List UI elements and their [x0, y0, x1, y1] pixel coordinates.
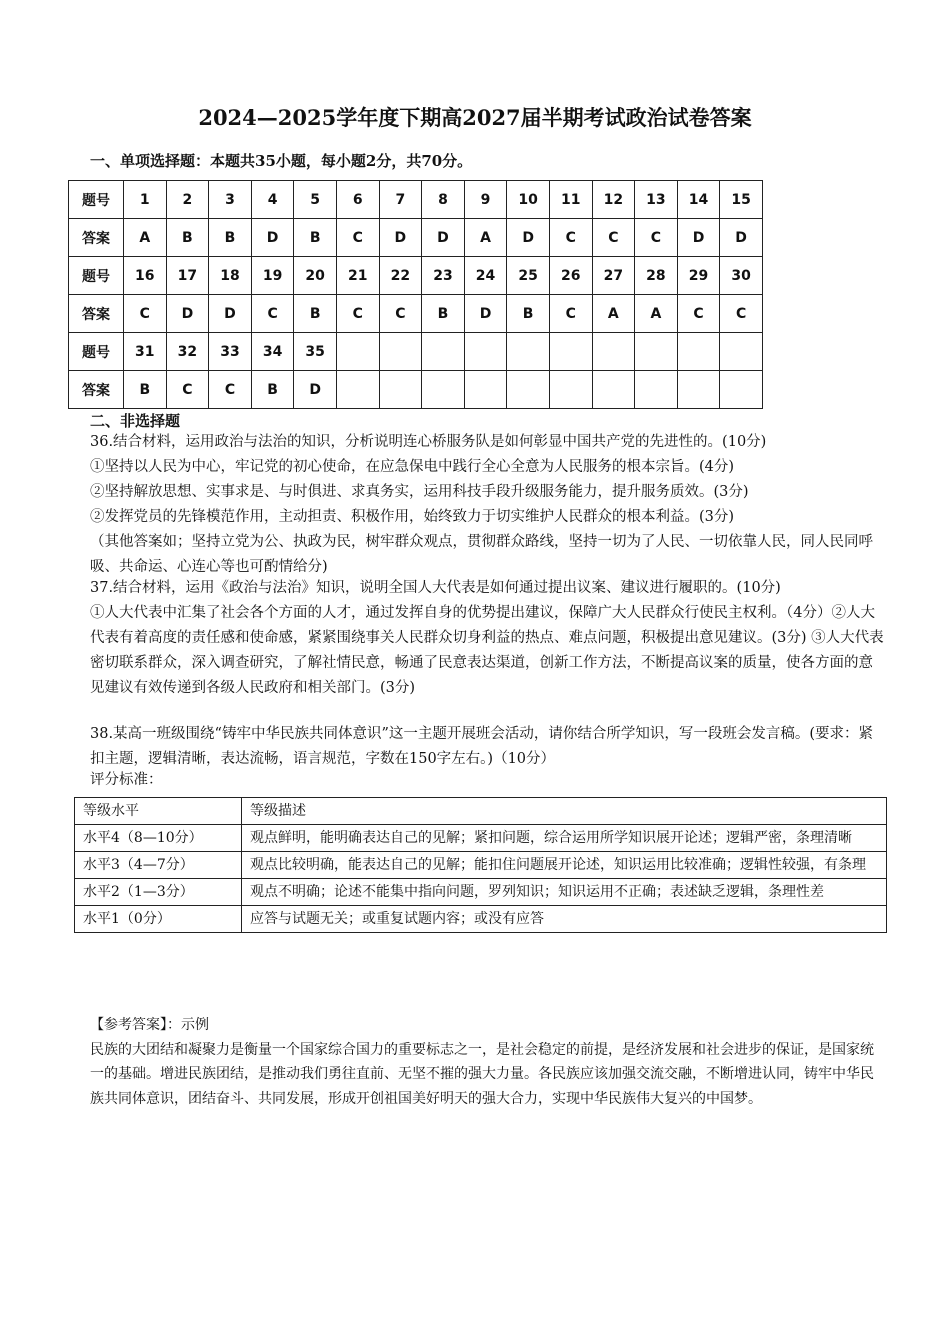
- answer-cell: 23: [422, 257, 465, 295]
- answer-cell: [677, 371, 720, 409]
- answer-table-row: [69, 257, 763, 295]
- answer-cell: C: [251, 295, 294, 333]
- answer-cell: 5: [294, 181, 337, 219]
- row-label: 题号: [69, 333, 124, 371]
- rubric-row: [75, 852, 887, 879]
- answer-table-row: [69, 219, 763, 257]
- rubric-desc: 观点比较明确，能表达自己的见解；能扣住问题展开论述，知识运用比较准确；逻辑性较强，有条理: [242, 852, 887, 879]
- answer-cell: 4: [251, 181, 294, 219]
- answer-cell: 12: [592, 181, 635, 219]
- rubric-desc: 应答与试题无关；或重复试题内容；或没有应答: [242, 906, 887, 933]
- answer-cell: D: [720, 219, 763, 257]
- answer-cell: D: [677, 219, 720, 257]
- answer-cell: C: [336, 295, 379, 333]
- answer-cell: 32: [166, 333, 209, 371]
- reference-text: 民族的大团结和凝聚力是衡量一个国家综合国力的重要标志之一，是社会稳定的前提，是经济发展和社会进步的保证，是国家统一的基础。增进民族团结，是推动我们勇往直前、无坚不摧的强大力量。各民族应该加强交流交融，不断增进认同，铸牢中华民族共同体意识，团结奋斗、共同发展，形成开创祖国美好明天的强大合力，实现中华民族伟大复兴的中国梦。: [90, 1041, 874, 1107]
- rubric-desc: 观点鲜明，能明确表达自己的见解；紧扣问题，综合运用所学知识展开论述；逻辑严密，条理清晰: [242, 825, 887, 852]
- row-label: 题号: [69, 257, 124, 295]
- answer-cell: D: [379, 219, 422, 257]
- answer-cell: 15: [720, 181, 763, 219]
- answer-cell: [720, 333, 763, 371]
- q37-question: 37.结合材料，运用《政治与法治》知识，说明全国人大代表是如何通过提出议案、建议进行履职的。(10分): [90, 580, 781, 596]
- question-38: 38.某高一班级围绕“铸牢中华民族共同体意识”这一主题开展班会活动，请你结合所学知识，写一段班会发言稿。(要求：紧扣主题，逻辑清晰，表达流畅，语言规范，字数在150字左右。)（10分）: [90, 726, 874, 767]
- answer-table: [68, 180, 763, 409]
- document-title: 2024—2025学年度下期高2027届半期考试政治试卷答案: [198, 105, 752, 130]
- q36-question: 36.结合材料，运用政治与法治的知识，分析说明连心桥服务队是如何彰显中国共产党的先进性的。(10分): [90, 434, 767, 450]
- answer-cell: [336, 371, 379, 409]
- answer-cell: 6: [336, 181, 379, 219]
- answer-cell: 17: [166, 257, 209, 295]
- rubric-level: 水平1（0分）: [75, 906, 242, 933]
- rubric-label: 评分标准：: [90, 772, 163, 788]
- answer-cell: C: [592, 219, 635, 257]
- answer-cell: [507, 371, 550, 409]
- answer-cell: 26: [549, 257, 592, 295]
- answer-cell: [379, 333, 422, 371]
- row-label: 答案: [69, 295, 124, 333]
- answer-cell: [422, 371, 465, 409]
- answer-cell: C: [124, 295, 167, 333]
- answer-table-row: [69, 371, 763, 409]
- answer-cell: 20: [294, 257, 337, 295]
- answer-cell: [635, 333, 678, 371]
- answer-cell: 8: [422, 181, 465, 219]
- answer-cell: [592, 371, 635, 409]
- answer-cell: 16: [124, 257, 167, 295]
- answer-cell: [592, 333, 635, 371]
- answer-cell: B: [294, 295, 337, 333]
- answer-cell: C: [677, 295, 720, 333]
- answer-cell: 13: [635, 181, 678, 219]
- answer-table-row: [69, 333, 763, 371]
- answer-cell: [549, 333, 592, 371]
- answer-cell: [635, 371, 678, 409]
- section1-heading: 一、单项选择题：本题共35小题，每小题2分，共70分。: [90, 152, 473, 170]
- rubric-level: 水平4（8—10分）: [75, 825, 242, 852]
- answer-cell: D: [294, 371, 337, 409]
- answer-cell: B: [209, 219, 252, 257]
- answer-cell: 18: [209, 257, 252, 295]
- answer-cell: [464, 333, 507, 371]
- answer-cell: [379, 371, 422, 409]
- q36-point: ①坚持以人民为中心，牢记党的初心使命，在应急保电中践行全心全意为人民服务的根本宗旨。(4分): [90, 459, 735, 475]
- answer-cell: 10: [507, 181, 550, 219]
- answer-table-row: [69, 181, 763, 219]
- answer-cell: 28: [635, 257, 678, 295]
- answer-cell: 14: [677, 181, 720, 219]
- q36-note: （其他答案如；坚持立党为公、执政为民，树牢群众观点，贯彻群众路线，坚持一切为了人民、一切依靠人民，同人民同呼吸、共命运、心连心等也可酌情给分): [90, 534, 873, 575]
- rubric-header: 等级水平: [75, 798, 242, 825]
- answer-cell: C: [720, 295, 763, 333]
- answer-cell: C: [549, 219, 592, 257]
- answer-cell: 34: [251, 333, 294, 371]
- answer-cell: [336, 333, 379, 371]
- answer-cell: D: [464, 295, 507, 333]
- answer-cell: A: [464, 219, 507, 257]
- answer-cell: 24: [464, 257, 507, 295]
- answer-cell: C: [209, 371, 252, 409]
- row-label: 题号: [69, 181, 124, 219]
- answer-cell: 3: [209, 181, 252, 219]
- answer-cell: 21: [336, 257, 379, 295]
- rubric-row: [75, 906, 887, 933]
- answer-cell: D: [251, 219, 294, 257]
- answer-table-row: [69, 295, 763, 333]
- question-37: [90, 576, 885, 701]
- answer-cell: [549, 371, 592, 409]
- answer-cell: C: [379, 295, 422, 333]
- answer-cell: B: [294, 219, 337, 257]
- answer-cell: 33: [209, 333, 252, 371]
- answer-cell: 22: [379, 257, 422, 295]
- section2-heading: 二、非选择题: [90, 412, 181, 430]
- answer-cell: 31: [124, 333, 167, 371]
- answer-cell: 35: [294, 333, 337, 371]
- answer-cell: 30: [720, 257, 763, 295]
- answer-cell: C: [166, 371, 209, 409]
- q36-point: ②坚持解放思想、实事求是、与时俱进、求真务实，运用科技手段升级服务能力，提升服务质效。(3分): [90, 484, 749, 500]
- answer-cell: [507, 333, 550, 371]
- rubric-desc: 观点不明确；论述不能集中指向问题，罗列知识；知识运用不正确；表述缺乏逻辑，条理性差: [242, 879, 887, 906]
- answer-cell: 25: [507, 257, 550, 295]
- answer-cell: B: [422, 295, 465, 333]
- answer-cell: D: [209, 295, 252, 333]
- row-label: 答案: [69, 371, 124, 409]
- answer-cell: [720, 371, 763, 409]
- answer-cell: C: [549, 295, 592, 333]
- answer-cell: D: [166, 295, 209, 333]
- rubric-header-row: [75, 798, 887, 825]
- answer-cell: [464, 371, 507, 409]
- reference-label: 【参考答案】：示例: [90, 1017, 209, 1033]
- answer-cell: 19: [251, 257, 294, 295]
- answer-cell: 1: [124, 181, 167, 219]
- answer-cell: 27: [592, 257, 635, 295]
- q37-answer: ①人大代表中汇集了社会各个方面的人才，通过发挥自身的优势提出建议，保障广大人民群众行使民主权利。（4分）②人大代表有着高度的责任感和使命感，紧紧围绕事关人民群众切身利益的热点、难点问题，积极提出意见建议。(3分) ③人大代表密切联系群众，深入调查研究，了解社情民意，畅通了民意表达渠道，创新工作方法，不断提高议案的质量，使各方面的意见建议有效传递到各级人民政府和相关部门。(3分): [90, 605, 884, 696]
- answer-cell: 29: [677, 257, 720, 295]
- answer-cell: D: [422, 219, 465, 257]
- question-36: [90, 430, 885, 580]
- answer-cell: [422, 333, 465, 371]
- rubric-level: 水平3（4—7分）: [75, 852, 242, 879]
- row-label: 答案: [69, 219, 124, 257]
- answer-cell: 9: [464, 181, 507, 219]
- answer-cell: 2: [166, 181, 209, 219]
- reference-answer: [90, 1013, 885, 1111]
- answer-cell: D: [507, 219, 550, 257]
- answer-cell: A: [635, 295, 678, 333]
- rubric-row: [75, 879, 887, 906]
- answer-cell: [677, 333, 720, 371]
- answer-cell: B: [124, 371, 167, 409]
- rubric-row: [75, 825, 887, 852]
- q36-point: ②发挥党员的先锋模范作用，主动担责、积极作用，始终致力于切实维护人民群众的根本利益。(3分): [90, 509, 735, 525]
- answer-cell: 11: [549, 181, 592, 219]
- answer-cell: A: [592, 295, 635, 333]
- answer-cell: B: [251, 371, 294, 409]
- rubric-table: [74, 797, 887, 933]
- answer-cell: C: [336, 219, 379, 257]
- answer-cell: A: [124, 219, 167, 257]
- rubric-header: 等级描述: [242, 798, 887, 825]
- answer-cell: B: [507, 295, 550, 333]
- answer-cell: 7: [379, 181, 422, 219]
- rubric-level: 水平2（1—3分）: [75, 879, 242, 906]
- answer-cell: B: [166, 219, 209, 257]
- answer-cell: C: [635, 219, 678, 257]
